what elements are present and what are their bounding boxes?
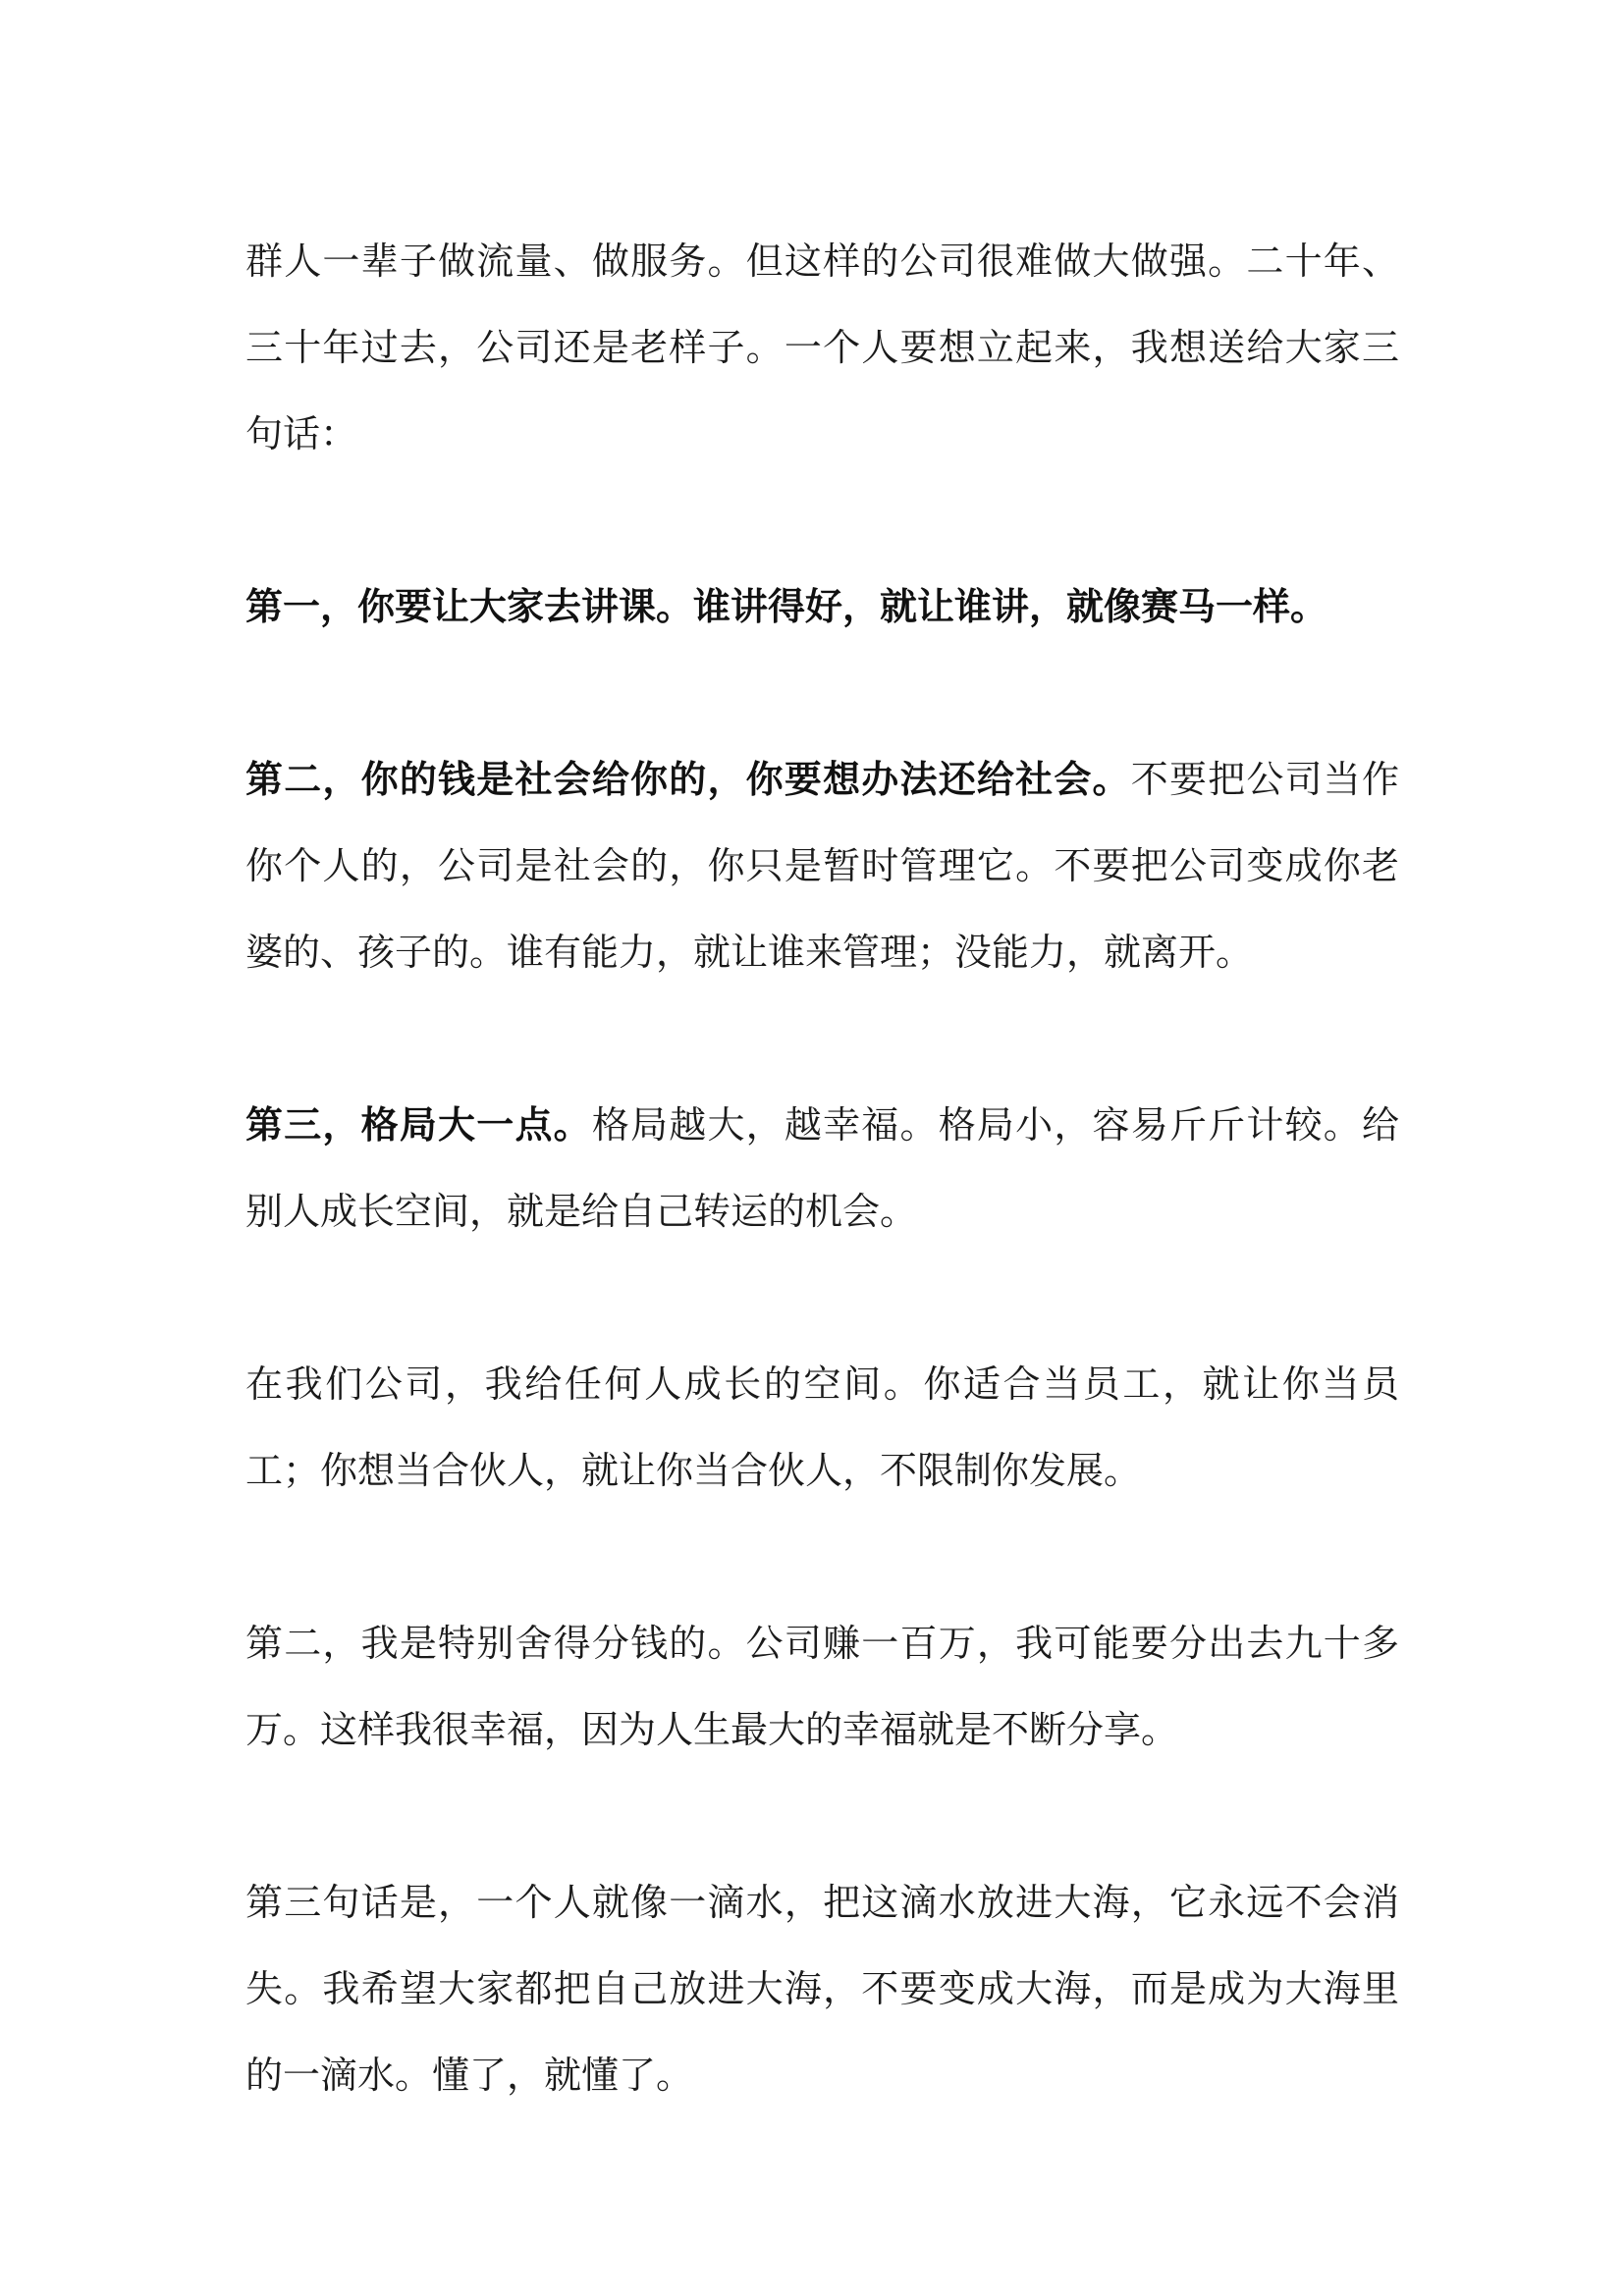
paragraph-5 [245,1341,1399,1514]
paragraph-7-text: 第三句话是，一个人就像一滴水，把这滴水放进大海，它永远不会消失。我希望大家都把自己放进大海，不要变成大海，而是成为大海里的一滴水。懂了，就懂了。 [245,1881,1399,2097]
paragraph-4-bold: 第三，格局大一点。 [245,1103,592,1147]
paragraph-3 [245,736,1399,995]
paragraph-4-text: 格局越大，越幸福。格局小，容易斤斤计较。给别人成长空间，就是给自己转运的机会。 [245,1103,1399,1233]
document-page [245,218,1399,2118]
paragraph-1-text: 群人一辈子做流量、做服务。但这样的公司很难做大做强。二十年、三十年过去，公司还是老样子。一个人要想立起来，我想送给大家三句话： [245,240,1399,455]
paragraph-1 [245,218,1399,477]
paragraph-6 [245,1600,1399,1773]
paragraph-2 [245,563,1399,650]
paragraph-4 [245,1082,1399,1255]
paragraph-6-text: 第二，我是特别舍得分钱的。公司赚一百万，我可能要分出去九十多万。这样我很幸福，因为人生最大的幸福就是不断分享。 [245,1622,1399,1751]
paragraph-3-bold: 第二，你的钱是社会给你的，你要想办法还给社会。 [245,758,1131,801]
paragraph-7 [245,1859,1399,2118]
paragraph-2-bold: 第一，你要让大家去讲课。谁讲得好，就让谁讲，就像赛马一样。 [245,585,1328,628]
paragraph-5-text: 在我们公司，我给任何人成长的空间。你适合当员工，就让你当员工；你想当合伙人，就让你当合伙人，不限制你发展。 [245,1362,1399,1492]
paragraph-3-text: 不要把公司当作你个人的，公司是社会的，你只是暂时管理它。不要把公司变成你老婆的、孩子的。谁有能力，就让谁来管理；没能力，就离开。 [245,758,1399,974]
